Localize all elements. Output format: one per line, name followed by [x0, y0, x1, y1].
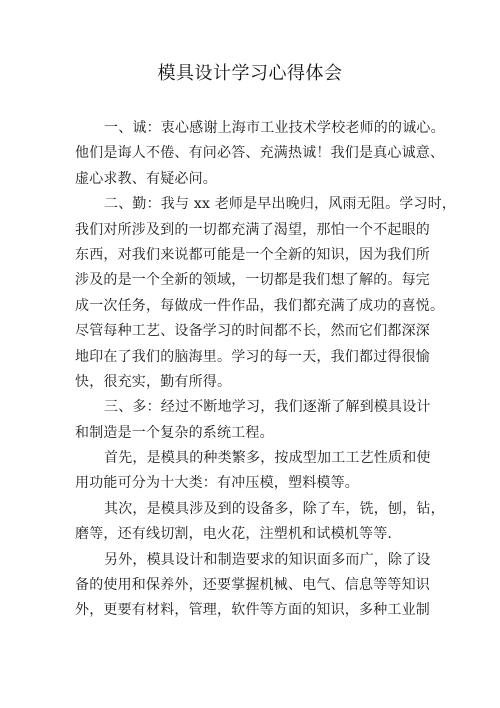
- document-title: 模具设计学习心得体会: [157, 63, 343, 84]
- paragraph-line: 二、勤：我与 xx 老师是早出晚归，风雨无阻。学习时，: [104, 196, 457, 213]
- paragraph-line: 和制造是一个复杂的系统工程。: [75, 424, 274, 441]
- paragraph-line: 成一次任务，每做成一件作品，我们都充满了成功的喜悦。: [75, 297, 445, 314]
- paragraph-line: 三、多：经过不断地学习，我们逐渐了解到模具设计: [104, 399, 431, 416]
- paragraph-line: 一、诚：衷心感谢上海市工业技术学校老师的的诚心。: [104, 120, 445, 136]
- paragraph-line: 尽管每种工艺、设备学习的时间都不长，然而它们都深深: [75, 323, 430, 340]
- paragraph-line: 其次，是模具涉及到的设备多，除了车，铣，刨，钻，: [104, 500, 445, 517]
- paragraph-line: 涉及的是一个全新的领域，一切都是我们想了解的。每完: [75, 272, 430, 289]
- paragraph-line: 快，很充实，勤有所得。: [75, 373, 232, 390]
- paragraph-line: 外，更要有材料，管理，软件等方面的知识，多种工业制: [75, 602, 430, 619]
- paragraph-line: 虚心求教、有疑必问。: [75, 170, 217, 187]
- paragraph-line: 地印在了我们的脑海里。学习的每一天，我们都过得很愉: [75, 348, 430, 365]
- paragraph-line: 我们对所涉及到的一切都充满了渴望，那怕一个不起眼的: [75, 221, 430, 238]
- paragraph-line: 磨等，还有线切割，电火花，注塑机和试模机等等.: [75, 526, 393, 543]
- paragraph-line: 首先，是模具的种类繁多，按成型加工工艺性质和使: [104, 450, 431, 467]
- paragraph-line: 用功能可分为十大类：有冲压模，塑料模等。: [75, 475, 359, 492]
- paragraph-line: 另外，模具设计和制造要求的知识面多而广，除了设: [104, 551, 431, 568]
- document-body: [75, 116, 457, 624]
- paragraph-line: 他们是诲人不倦、有问必答、充满热诚！我们是真心诚意、: [75, 145, 445, 162]
- paragraph-line: 备的使用和保养外，还要掌握机械、电气、信息等等知识: [75, 577, 430, 594]
- paragraph-line: 东西，对我们来说都可能是一个全新的知识，因为我们所: [75, 246, 430, 263]
